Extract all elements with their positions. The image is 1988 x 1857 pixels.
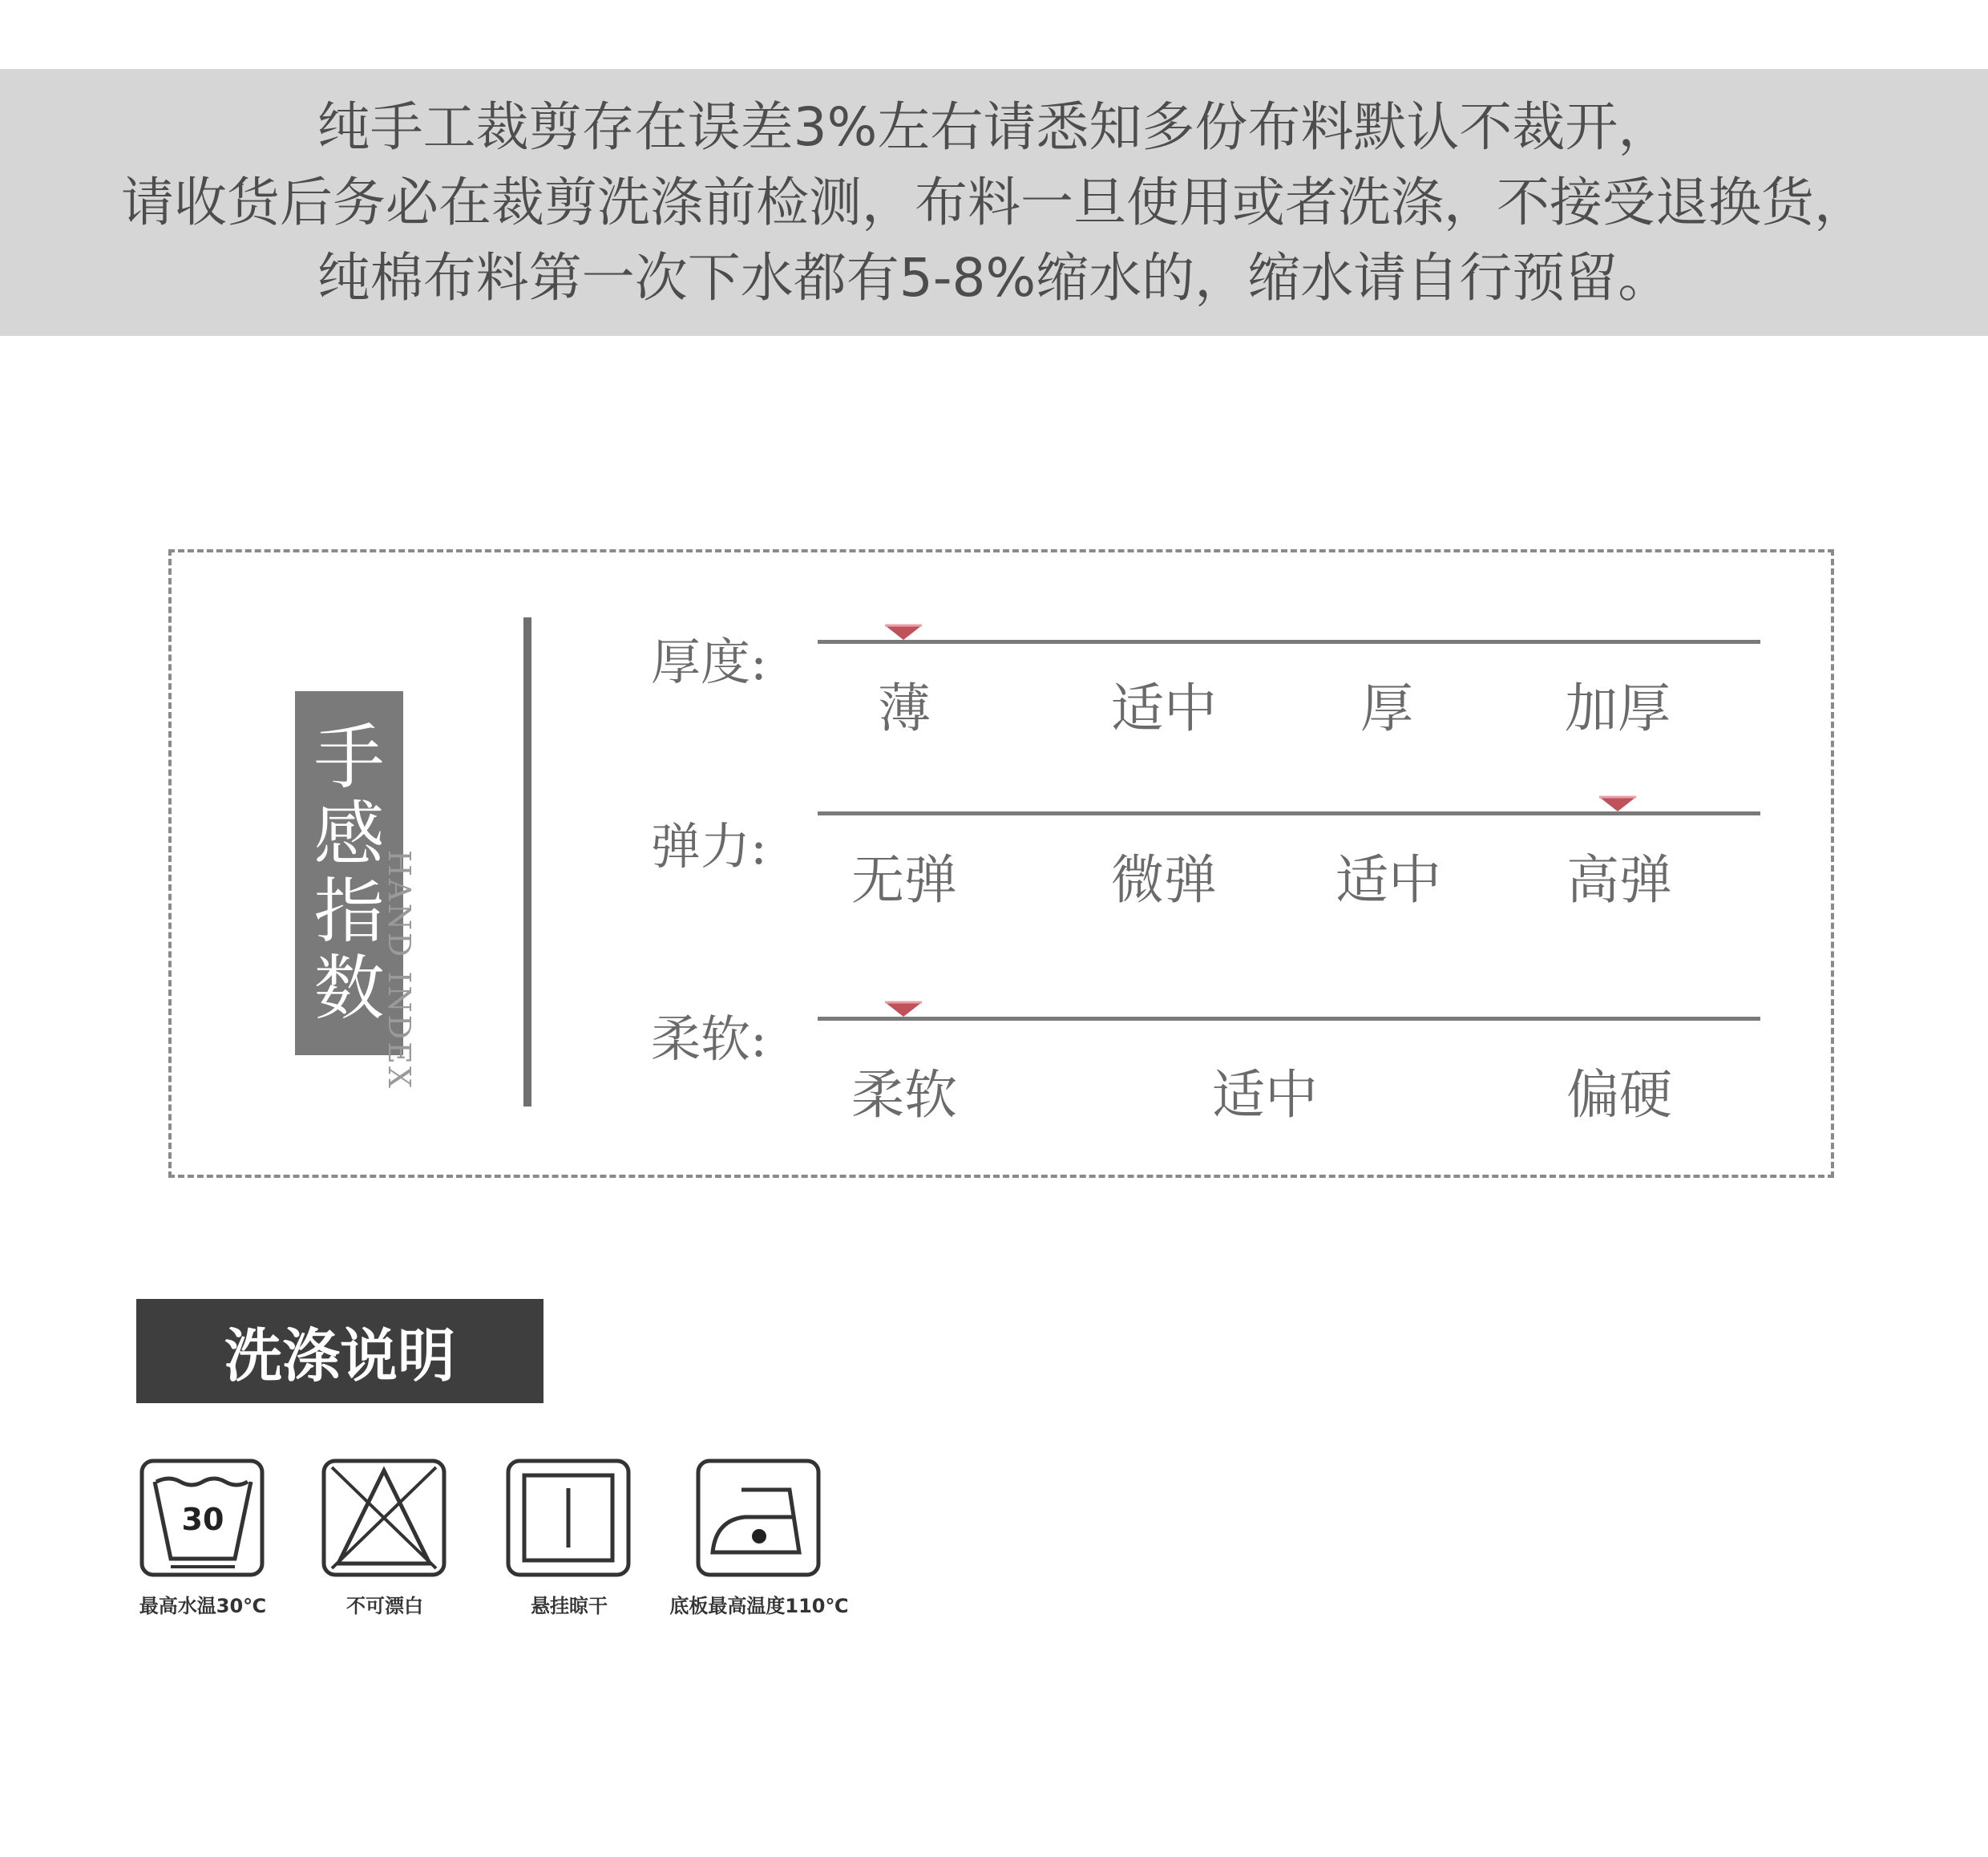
elasticity-marker-icon — [1598, 795, 1638, 813]
title-char: 手 — [313, 716, 385, 799]
wash-temp-number: 30 — [181, 1502, 224, 1537]
care-item-bleach — [317, 1458, 453, 1617]
softness-scale — [818, 1017, 1760, 1021]
title-char: 指 — [313, 870, 385, 953]
elasticity-scale — [818, 811, 1760, 815]
elasticity-label: 弹力: — [651, 817, 767, 876]
softness-marker-icon — [883, 1001, 923, 1018]
thickness-option: 适中 — [1111, 678, 1217, 739]
thickness-option: 厚 — [1360, 678, 1413, 739]
softness-label: 柔软: — [651, 1009, 767, 1068]
thickness-option: 薄 — [878, 678, 931, 739]
care-item-wash — [135, 1458, 271, 1617]
thickness-marker-icon — [883, 624, 923, 641]
vertical-divider — [523, 617, 531, 1107]
elasticity-option: 微弹 — [1111, 849, 1217, 911]
care-label: 不可漂白 — [346, 1595, 423, 1617]
washing-title: 洗涤说明 — [136, 1299, 543, 1403]
elasticity-option: 无弹 — [851, 849, 957, 911]
notice-banner — [0, 69, 1988, 336]
thickness-label: 厚度: — [651, 633, 767, 691]
no-bleach-icon — [321, 1458, 449, 1578]
iron-110-icon — [695, 1458, 823, 1578]
care-item-iron — [669, 1458, 849, 1617]
notice-line-1: 纯手工裁剪存在误差3%左右请悉知多份布料默认不裁开， — [317, 95, 1671, 158]
title-char: 数 — [313, 947, 385, 1030]
thickness-scale — [818, 640, 1760, 644]
care-item-dry — [501, 1458, 637, 1617]
hand-index-subtitle: HAND INDEX — [382, 850, 417, 1090]
softness-option: 柔软 — [851, 1064, 957, 1126]
title-char: 感 — [313, 793, 385, 876]
softness-option: 偏硬 — [1566, 1064, 1672, 1126]
elasticity-option: 适中 — [1335, 849, 1441, 911]
notice-line-3: 纯棉布料第一次下水都有5-8%缩水的，缩水请自行预留。 — [317, 246, 1671, 309]
elasticity-option: 高弹 — [1566, 849, 1672, 911]
notice-line-2: 请收货后务必在裁剪洗涤前检测，布料一旦使用或者洗涤，不接受退换货， — [121, 171, 1867, 233]
wash-30-icon — [139, 1458, 267, 1578]
thickness-option: 加厚 — [1565, 678, 1671, 739]
softness-option: 适中 — [1212, 1064, 1318, 1126]
care-label: 悬挂晾干 — [531, 1595, 608, 1617]
hang-dry-icon — [505, 1458, 633, 1578]
care-label: 最高水温30℃ — [139, 1595, 267, 1617]
care-label: 底板最高温度110℃ — [669, 1595, 849, 1617]
